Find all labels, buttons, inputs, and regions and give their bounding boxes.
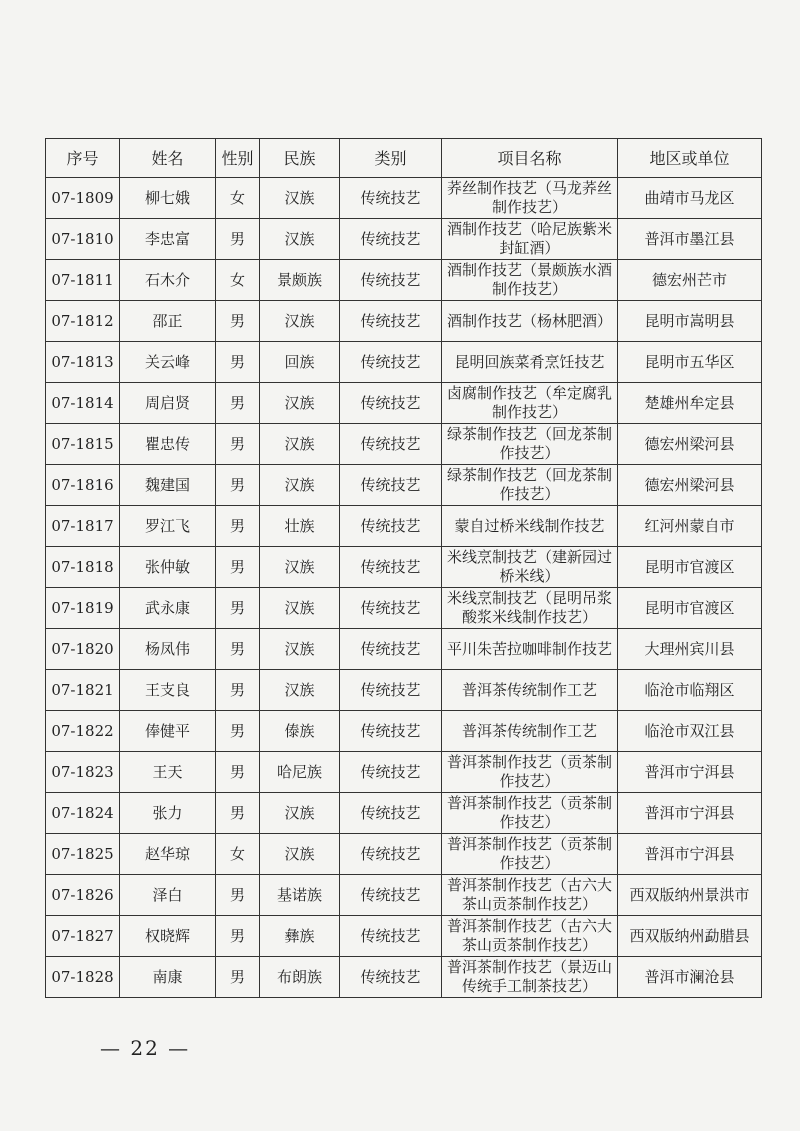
table-row — [46, 219, 762, 260]
cell-project: 普洱茶传统制作工艺 — [442, 670, 618, 711]
cell-ethnicity: 基诺族 — [260, 875, 340, 916]
cell-project: 平川朱苦拉咖啡制作技艺 — [442, 629, 618, 670]
cell-serial: 07-1828 — [46, 957, 120, 998]
table-row — [46, 178, 762, 219]
cell-region: 昆明市官渡区 — [618, 547, 762, 588]
cell-category: 传统技艺 — [340, 752, 442, 793]
table-row — [46, 301, 762, 342]
cell-gender: 男 — [216, 506, 260, 547]
cell-category: 传统技艺 — [340, 424, 442, 465]
cell-serial: 07-1827 — [46, 916, 120, 957]
cell-name: 王天 — [120, 752, 216, 793]
cell-gender: 男 — [216, 875, 260, 916]
table-row — [46, 670, 762, 711]
cell-name: 俸健平 — [120, 711, 216, 752]
cell-serial: 07-1814 — [46, 383, 120, 424]
table-row — [46, 834, 762, 875]
cell-serial: 07-1822 — [46, 711, 120, 752]
cell-serial: 07-1812 — [46, 301, 120, 342]
cell-name: 泽白 — [120, 875, 216, 916]
cell-region: 曲靖市马龙区 — [618, 178, 762, 219]
cell-ethnicity: 汉族 — [260, 178, 340, 219]
table-row — [46, 547, 762, 588]
cell-serial: 07-1819 — [46, 588, 120, 629]
table-row — [46, 957, 762, 998]
cell-ethnicity: 汉族 — [260, 301, 340, 342]
cell-gender: 男 — [216, 219, 260, 260]
cell-serial: 07-1825 — [46, 834, 120, 875]
cell-project: 普洱茶制作技艺（贡茶制作技艺） — [442, 752, 618, 793]
cell-gender: 男 — [216, 342, 260, 383]
cell-serial: 07-1817 — [46, 506, 120, 547]
table-row — [46, 260, 762, 301]
cell-region: 普洱市宁洱县 — [618, 834, 762, 875]
cell-region: 西双版纳州勐腊县 — [618, 916, 762, 957]
header-region: 地区或单位 — [618, 139, 762, 178]
cell-project: 普洱茶制作技艺（景迈山传统手工制茶技艺） — [442, 957, 618, 998]
cell-name: 石木介 — [120, 260, 216, 301]
cell-region: 德宏州梁河县 — [618, 424, 762, 465]
cell-category: 传统技艺 — [340, 588, 442, 629]
cell-category: 传统技艺 — [340, 178, 442, 219]
cell-region: 临沧市双江县 — [618, 711, 762, 752]
cell-region: 红河州蒙自市 — [618, 506, 762, 547]
cell-project: 普洱茶制作技艺（古六大茶山贡茶制作技艺） — [442, 916, 618, 957]
cell-category: 传统技艺 — [340, 629, 442, 670]
cell-gender: 男 — [216, 670, 260, 711]
cell-project: 酒制作技艺（杨林肥酒） — [442, 301, 618, 342]
cell-region: 大理州宾川县 — [618, 629, 762, 670]
cell-name: 武永康 — [120, 588, 216, 629]
cell-ethnicity: 汉族 — [260, 793, 340, 834]
cell-ethnicity: 汉族 — [260, 588, 340, 629]
cell-ethnicity: 哈尼族 — [260, 752, 340, 793]
cell-name: 杨凤伟 — [120, 629, 216, 670]
cell-serial: 07-1815 — [46, 424, 120, 465]
cell-serial: 07-1821 — [46, 670, 120, 711]
cell-ethnicity: 汉族 — [260, 465, 340, 506]
cell-serial: 07-1820 — [46, 629, 120, 670]
cell-name: 周启贤 — [120, 383, 216, 424]
cell-category: 传统技艺 — [340, 219, 442, 260]
page-number: — 22 — — [100, 1036, 191, 1060]
header-gender: 性别 — [216, 139, 260, 178]
cell-gender: 男 — [216, 383, 260, 424]
cell-name: 关云峰 — [120, 342, 216, 383]
cell-category: 传统技艺 — [340, 711, 442, 752]
cell-category: 传统技艺 — [340, 301, 442, 342]
cell-gender: 男 — [216, 629, 260, 670]
table-row — [46, 383, 762, 424]
cell-project: 荞丝制作技艺（马龙荞丝制作技艺） — [442, 178, 618, 219]
table-row — [46, 916, 762, 957]
cell-project: 蒙自过桥米线制作技艺 — [442, 506, 618, 547]
cell-region: 德宏州芒市 — [618, 260, 762, 301]
table-row — [46, 793, 762, 834]
cell-ethnicity: 壮族 — [260, 506, 340, 547]
cell-category: 传统技艺 — [340, 547, 442, 588]
cell-region: 昆明市嵩明县 — [618, 301, 762, 342]
table-row — [46, 588, 762, 629]
cell-gender: 男 — [216, 957, 260, 998]
cell-project: 普洱茶制作技艺（贡茶制作技艺） — [442, 834, 618, 875]
cell-gender: 男 — [216, 424, 260, 465]
cell-gender: 男 — [216, 752, 260, 793]
cell-category: 传统技艺 — [340, 342, 442, 383]
cell-name: 权晓辉 — [120, 916, 216, 957]
table-row — [46, 629, 762, 670]
cell-serial: 07-1809 — [46, 178, 120, 219]
cell-serial: 07-1810 — [46, 219, 120, 260]
table-row — [46, 506, 762, 547]
cell-ethnicity: 景颇族 — [260, 260, 340, 301]
cell-ethnicity: 汉族 — [260, 547, 340, 588]
cell-category: 传统技艺 — [340, 383, 442, 424]
cell-region: 西双版纳州景洪市 — [618, 875, 762, 916]
header-ethnicity: 民族 — [260, 139, 340, 178]
cell-serial: 07-1826 — [46, 875, 120, 916]
cell-project: 昆明回族菜肴烹饪技艺 — [442, 342, 618, 383]
cell-serial: 07-1813 — [46, 342, 120, 383]
table-header-row — [46, 139, 762, 178]
cell-ethnicity: 布朗族 — [260, 957, 340, 998]
header-project: 项目名称 — [442, 139, 618, 178]
cell-category: 传统技艺 — [340, 793, 442, 834]
cell-name: 张仲敏 — [120, 547, 216, 588]
header-category: 类别 — [340, 139, 442, 178]
cell-region: 普洱市宁洱县 — [618, 793, 762, 834]
cell-ethnicity: 汉族 — [260, 834, 340, 875]
cell-ethnicity: 汉族 — [260, 670, 340, 711]
cell-region: 昆明市官渡区 — [618, 588, 762, 629]
cell-project: 普洱茶制作技艺（贡茶制作技艺） — [442, 793, 618, 834]
cell-serial: 07-1824 — [46, 793, 120, 834]
cell-ethnicity: 傣族 — [260, 711, 340, 752]
cell-gender: 女 — [216, 178, 260, 219]
cell-name: 李忠富 — [120, 219, 216, 260]
cell-project: 酒制作技艺（哈尼族紫米封缸酒） — [442, 219, 618, 260]
cell-gender: 男 — [216, 465, 260, 506]
cell-gender: 男 — [216, 793, 260, 834]
cell-project: 米线烹制技艺（建新园过桥米线） — [442, 547, 618, 588]
cell-serial: 07-1818 — [46, 547, 120, 588]
cell-category: 传统技艺 — [340, 670, 442, 711]
cell-region: 临沧市临翔区 — [618, 670, 762, 711]
cell-ethnicity: 汉族 — [260, 629, 340, 670]
cell-gender: 男 — [216, 547, 260, 588]
table-row — [46, 342, 762, 383]
cell-serial: 07-1823 — [46, 752, 120, 793]
cell-name: 南康 — [120, 957, 216, 998]
cell-category: 传统技艺 — [340, 465, 442, 506]
cell-name: 赵华琼 — [120, 834, 216, 875]
table-row — [46, 752, 762, 793]
cell-name: 邵正 — [120, 301, 216, 342]
cell-name: 罗江飞 — [120, 506, 216, 547]
table-row — [46, 875, 762, 916]
header-serial: 序号 — [46, 139, 120, 178]
cell-name: 柳七娥 — [120, 178, 216, 219]
cell-gender: 女 — [216, 260, 260, 301]
table-row — [46, 424, 762, 465]
cell-ethnicity: 汉族 — [260, 424, 340, 465]
cell-project: 普洱茶制作技艺（古六大茶山贡茶制作技艺） — [442, 875, 618, 916]
cell-category: 传统技艺 — [340, 916, 442, 957]
cell-region: 普洱市宁洱县 — [618, 752, 762, 793]
cell-category: 传统技艺 — [340, 260, 442, 301]
cell-name: 王支良 — [120, 670, 216, 711]
cell-name: 魏建国 — [120, 465, 216, 506]
header-name: 姓名 — [120, 139, 216, 178]
cell-project: 普洱茶传统制作工艺 — [442, 711, 618, 752]
cell-name: 张力 — [120, 793, 216, 834]
cell-region: 德宏州梁河县 — [618, 465, 762, 506]
table-body — [46, 178, 762, 998]
cell-region: 楚雄州牟定县 — [618, 383, 762, 424]
cell-ethnicity: 彝族 — [260, 916, 340, 957]
cell-ethnicity: 回族 — [260, 342, 340, 383]
cell-project: 绿茶制作技艺（回龙茶制作技艺） — [442, 465, 618, 506]
cell-region: 昆明市五华区 — [618, 342, 762, 383]
cell-gender: 男 — [216, 301, 260, 342]
cell-serial: 07-1811 — [46, 260, 120, 301]
cell-region: 普洱市墨江县 — [618, 219, 762, 260]
cell-gender: 男 — [216, 711, 260, 752]
cell-gender: 男 — [216, 588, 260, 629]
cell-gender: 男 — [216, 916, 260, 957]
cell-category: 传统技艺 — [340, 957, 442, 998]
cell-name: 瞿忠传 — [120, 424, 216, 465]
table-row — [46, 711, 762, 752]
cell-project: 米线烹制技艺（昆明吊浆酸浆米线制作技艺） — [442, 588, 618, 629]
cell-category: 传统技艺 — [340, 875, 442, 916]
table-row — [46, 465, 762, 506]
cell-project: 绿茶制作技艺（回龙茶制作技艺） — [442, 424, 618, 465]
cell-serial: 07-1816 — [46, 465, 120, 506]
cell-ethnicity: 汉族 — [260, 219, 340, 260]
cell-category: 传统技艺 — [340, 834, 442, 875]
cell-project: 卤腐制作技艺（牟定腐乳制作技艺） — [442, 383, 618, 424]
cell-project: 酒制作技艺（景颇族水酒制作技艺） — [442, 260, 618, 301]
cell-ethnicity: 汉族 — [260, 383, 340, 424]
cell-category: 传统技艺 — [340, 506, 442, 547]
cell-region: 普洱市澜沧县 — [618, 957, 762, 998]
inheritor-table — [45, 138, 762, 998]
cell-gender: 女 — [216, 834, 260, 875]
